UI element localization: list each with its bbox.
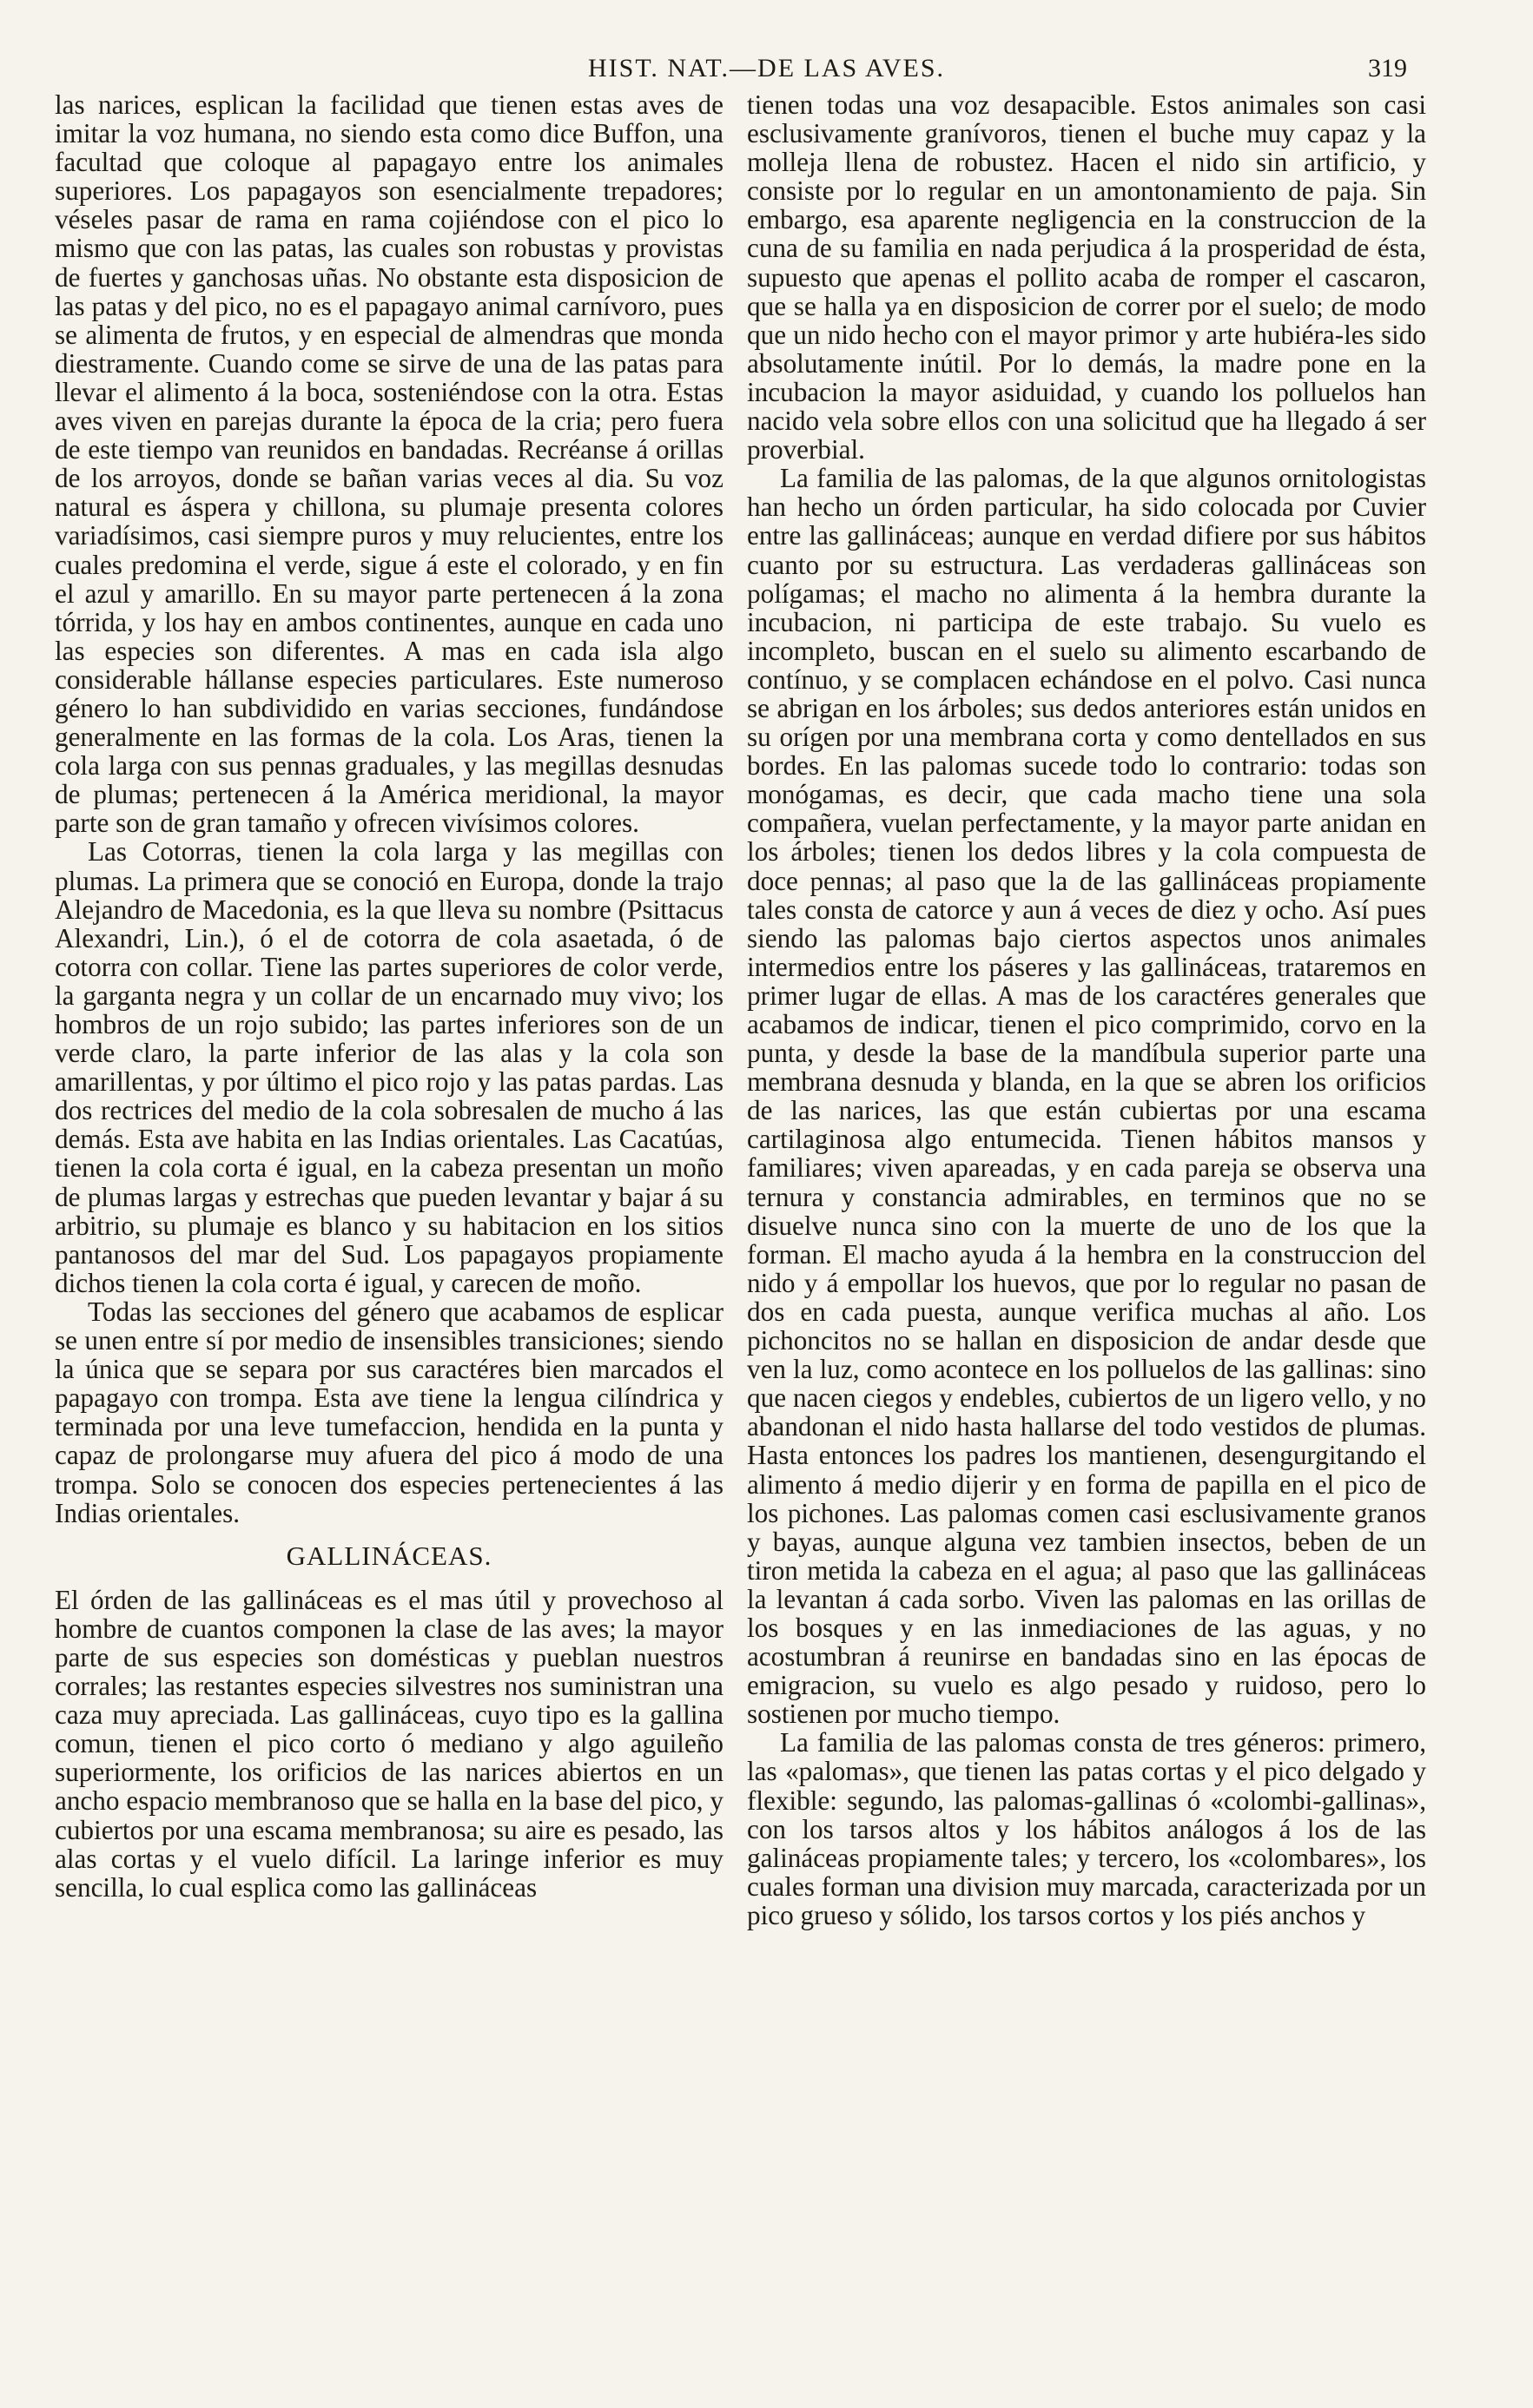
paragraph: las narices, esplican la facilidad que tienen estas aves de imitar la voz humana, no siendo esta como dice Buffon, una facultad que coloque al papagayo entre los animales superiores. Los papagayos son esencialmente trepadores; véseles pasar de rama en rama cojiéndose con el pico lo mismo que con las patas, las cuales son robustas y provistas de fuertes y ganchosas uñas. No obstante esta disposicion de las patas y del pico, no es el papagayo animal carnívoro, pues se alimenta de frutos, y en especial de almendras que monda diestramente. Cuando come se sirve de una de las patas para llevar el alimento á la boca, sosteniéndose con la otra. Estas aves viven en parejas durante la época de la cria; pero fuera de este tiempo van reunidos en bandadas. Recréanse á orillas de los arroyos, donde se bañan varias veces al dia. Su voz natural es áspera y chillona, su plumaje presenta colores variadísimos, casi siempre puros y muy relucientes, entre los cuales predomina el verde, sigue á este el colorado, y en fin el azul y amarillo. En su mayor parte pertenecen á la zona tórrida, y los hay en ambos continentes, aunque en cada uno las especies son diferentes. A mas en cada isla algo considerable hállanse especies particulares. Este numeroso género lo han subdividido en varias secciones, fundándose generalmente en las formas de la cola. Los Aras, tienen la cola larga con sus pennas graduales, y las megillas desnudas de plumas; pertenecen á la América meridional, la mayor parte son de gran tamaño y ofrecen vivísimos colores. [55, 89, 724, 839]
paragraph: Todas las secciones del género que acabamos de esplicar se unen entre sí por medio de insensibles transiciones; siendo la única que se separa por sus caractéres bien marcados el papagayo con trompa. Esta ave tiene la lengua cilíndrica y terminada por una leve tumefaccion, hendida en la punta y capaz de prolongarse muy afuera del pico á modo de una trompa. Solo se conocen dos especies pertenecientes á las Indias orientales. [55, 1296, 724, 1528]
section-heading: GALLINÁCEAS. [286, 1540, 492, 1571]
paragraph: Las Cotorras, tienen la cola larga y las megillas con plumas. La primera que se conoció en Europa, donde la trajo Alejandro de Macedonia, es la que lleva su nombre (Psittacus Alexandri, Lin.), ó el de cotorra de cola asaetada, ó de cotorra con collar. Tiene las partes superiores de color verde, la garganta negra y un collar de un encarnado muy vivo; los hombros de un rojo subido; las partes inferiores son de un verde claro, la parte inferior de las alas y la cola son amarillentas, y por último el pico rojo y las patas pardas. Las dos rectrices del medio de la cola sobresalen de mucho á las demás. Esta ave habita en las Indias orientales. Las Cacatúas, tienen la cola corta é igual, en la cabeza presentan un moño de plumas largas y estrechas que pueden levantar y bajar á su arbitrio, su plumaje es blanco y su habitacion en los sitios pantanosos del mar del Sud. Los papagayos propiamente dichos tienen la cola corta é igual, y carecen de moño. [55, 836, 724, 1298]
paragraph: tienen todas una voz desapacible. Estos animales son casi esclusivamente granívoros, tienen el buche muy capaz y la molleja llena de robustez. Hacen el nido sin artificio, y consiste por lo regular en un amontonamiento de paja. Sin embargo, esa aparente negligencia en la construccion de la cuna de su familia en nada perjudica á la prosperidad de ésta, supuesto que apenas el pollito acaba de romper el cascaron, que se halla ya en disposicion de correr por el suelo; de modo que un nido hecho con el mayor primor y arte hubiéra-les sido absolutamente inútil. Por lo demás, la madre pone en la incubacion la mayor asiduidad, y cuando los polluelos han nacido vela sobre ellos con una solicitud que ha llegado á ser proverbial. [747, 89, 1426, 465]
page-number: 319 [1368, 54, 1407, 82]
paragraph: La familia de las palomas consta de tres géneros: primero, las «palomas», que tienen las patas cortas y el pico delgado y flexible: segundo, las palomas-gallinas ó «colombi-gallinas», con los tarsos altos y los hábitos análogos á los de las galináceas propiamente tales; y tercero, los «colombares», los cuales forman una division muy marcada, caracterizada por un pico grueso y sólido, los tarsos cortos y los piés anchos y [747, 1727, 1426, 1930]
right-column [747, 90, 1426, 1930]
paragraph: La familia de las palomas, de la que algunos ornitologistas han hecho un órden particular, ha sido colocada por Cuvier entre las gallináceas; aunque en verdad difiere por sus hábitos cuanto por su estructura. Las verdaderas gallináceas son polígamas; el macho no alimenta á la hembra durante la incubacion, ni participa de este trabajo. Su vuelo es incompleto, buscan en el suelo su alimento escarbando de contínuo, y se complacen echándose en el polvo. Casi nunca se abrigan en los árboles; sus dedos anteriores están unidos en su orígen por una membrana corta y como dentellados en sus bordes. En las palomas sucede todo lo contrario: todas son monógamas, es decir, que cada macho tiene una sola compañera, vuelan perfectamente, y la mayor parte anidan en los árboles; tienen los dedos libres y la cola compuesta de doce pennas; al paso que la de las gallináceas propiamente tales consta de catorce y aun á veces de diez y ocho. Así pues siendo las palomas bajo ciertos aspectos unos animales intermedios entre los páseres y las gallináceas, trataremos en primer lugar de ellas. A mas de los caractéres generales que acabamos de indicar, tienen el pico comprimido, corvo en la punta, y desde la base de la mandíbula superior parte una membrana desnuda y blanda, en la que se abren los orificios de las narices, las que están cubiertas por una escama cartilaginosa algo entumecida. Tienen hábitos mansos y familiares; viven apareadas, y en cada pareja se observa una ternura y constancia admirables, en terminos que no se disuelve nunca sino con la muerte de uno de los que la forman. El macho ayuda á la hembra en la construccion del nido y á empollar los huevos, que por lo regular no pasan de dos en cada puesta, aunque verifica muchas al año. Los pichoncitos no se hallan en disposicion de andar desde que ven la luz, como acontece en los polluelos de las gallinas: sino que nacen ciegos y endebles, cubiertos de un ligero vello, y no abandonan el nido hasta hallarse del todo vestidos de plumas. Hasta entonces los padres los mantienen, desengurgitando el alimento á medio dijerir y en forma de papilla en el pico de los pichones. Las palomas comen casi esclusivamente granos y bayas, aunque alguna vez tambien insectos, beben de un tiron metida la cabeza en el agua; al paso que las gallináceas la levantan á cada sorbo. Viven las palomas en las orillas de los bosques y en las inmediaciones de las aguas, y no acostumbran á reunirse en bandadas sino en las épocas de emigracion, su vuelo es algo pesado y ruidoso, pero lo sostienen por mucho tiempo. [747, 463, 1426, 1730]
running-header [0, 54, 1533, 89]
header-title: HIST. NAT.—DE LAS AVES. [587, 54, 946, 82]
paragraph: El órden de las gallináceas es el mas útil y provechoso al hombre de cuantos componen la clase de las aves; la mayor parte de sus especies son domésticas y pueblan nuestros corrales; las restantes especies silvestres nos suministran una caza muy apreciada. Las gallináceas, cuyo tipo es la gallina comun, tienen el pico corto ó mediano y algo aguileño superiormente, los orificios de las narices abiertos en un ancho espacio membranoso que se halla en la base del pico, y cubiertos por una escama membranosa; su aire es pesado, las alas cortas y el vuelo difícil. La laringe inferior es muy sencilla, lo cual esplica como las gallináceas [55, 1584, 724, 1903]
left-column [55, 90, 724, 1902]
